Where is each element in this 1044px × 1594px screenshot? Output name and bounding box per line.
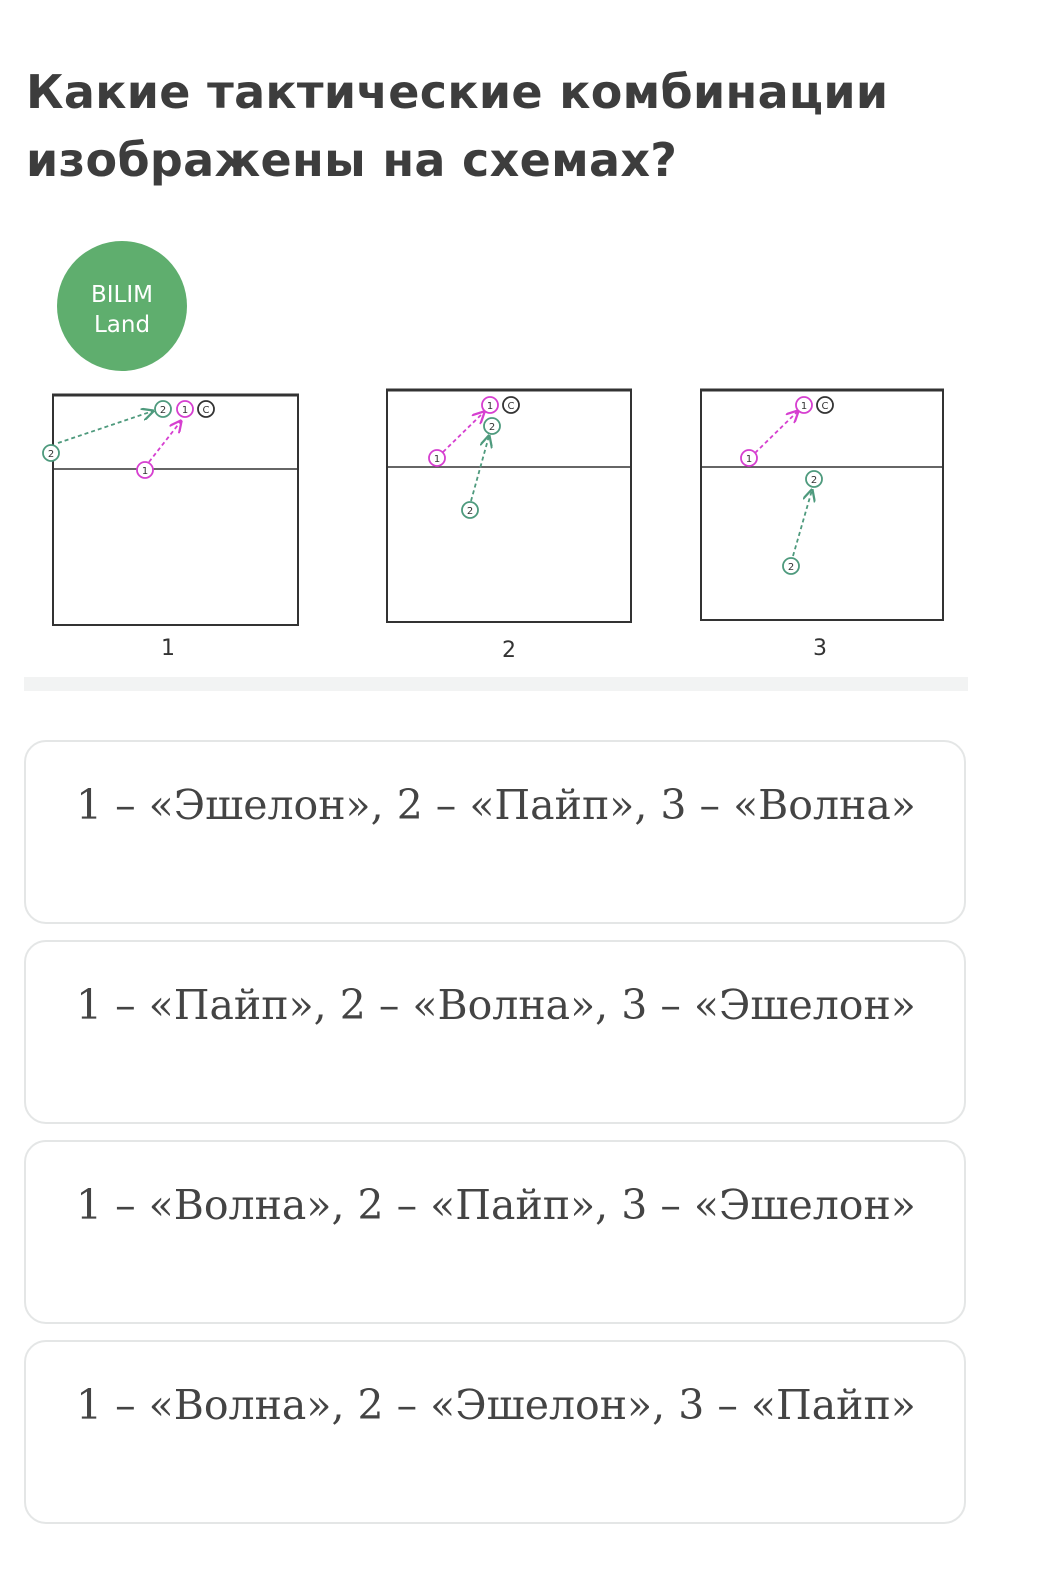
scheme-3 (700, 390, 944, 661)
court-outline (701, 390, 943, 620)
svg-text:2: 2 (47, 449, 55, 460)
answer-option-text: 1 – «Эшелон», 2 – «Пайп», 3 – «Волна» (76, 781, 916, 829)
player-2-end (155, 401, 171, 417)
tactics-figure (0, 230, 1044, 700)
question-title: Какие тактические комбинации изображены на схемах? (26, 65, 889, 187)
run-arrow-player-2 (471, 436, 489, 501)
svg-text:2: 2 (466, 506, 474, 517)
svg-text:1: 1 (433, 454, 441, 465)
svg-text:1: 1 (486, 401, 494, 412)
tactics-schemes-image (0, 230, 1044, 700)
svg-text:C: C (821, 401, 829, 412)
svg-text:C: C (507, 401, 515, 412)
player-2-end (484, 418, 500, 434)
svg-text:1: 1 (181, 405, 189, 416)
scheme-1 (43, 395, 299, 661)
svg-text:1: 1 (141, 466, 149, 477)
scheme-3-caption: 3 (813, 636, 827, 661)
answer-option-2[interactable] (24, 940, 966, 1124)
player-2-end (806, 471, 822, 487)
player-1-end (482, 397, 498, 413)
svg-text:2: 2 (488, 422, 496, 433)
svg-text:C: C (202, 405, 210, 416)
logo-line-1: BILIM (90, 282, 154, 308)
answer-option-text: 1 – «Пайп», 2 – «Волна», 3 – «Эшелон» (76, 981, 916, 1029)
run-arrow-player-1 (149, 421, 181, 462)
player-1-end (796, 397, 812, 413)
player-1-end (177, 401, 193, 417)
scheme-1-caption: 1 (161, 636, 175, 661)
svg-text:2: 2 (159, 405, 167, 416)
player-1-start (429, 450, 445, 466)
svg-text:1: 1 (745, 454, 753, 465)
setter (198, 401, 214, 417)
player-1-start (137, 462, 153, 478)
svg-text:2: 2 (810, 475, 818, 486)
answer-option-text: 1 – «Волна», 2 – «Эшелон», 3 – «Пайп» (76, 1381, 916, 1429)
bilim-land-logo (57, 241, 187, 371)
answer-option-4[interactable] (24, 1340, 966, 1524)
player-2-start (462, 502, 478, 518)
court-outline (53, 395, 298, 625)
scheme-2-caption: 2 (502, 638, 516, 663)
setter (503, 397, 519, 413)
answer-option-3[interactable] (24, 1140, 966, 1324)
player-2-start (783, 558, 799, 574)
court-outline (387, 390, 631, 622)
logo-line-2: Land (93, 312, 151, 338)
svg-text:1: 1 (800, 401, 808, 412)
answer-option-text: 1 – «Волна», 2 – «Пайп», 3 – «Эшелон» (76, 1181, 916, 1229)
setter (817, 397, 833, 413)
scheme-2 (386, 390, 632, 663)
run-arrow-player-1 (443, 412, 484, 452)
answer-options (24, 740, 968, 1540)
svg-text:2: 2 (787, 562, 795, 573)
figure-divider (24, 677, 968, 691)
player-1-start (741, 450, 757, 466)
answer-option-1[interactable] (24, 740, 966, 924)
player-2-start (43, 445, 59, 461)
run-arrow-player-2 (793, 490, 812, 556)
run-arrow-player-2 (58, 411, 153, 443)
run-arrow-player-1 (755, 411, 798, 453)
